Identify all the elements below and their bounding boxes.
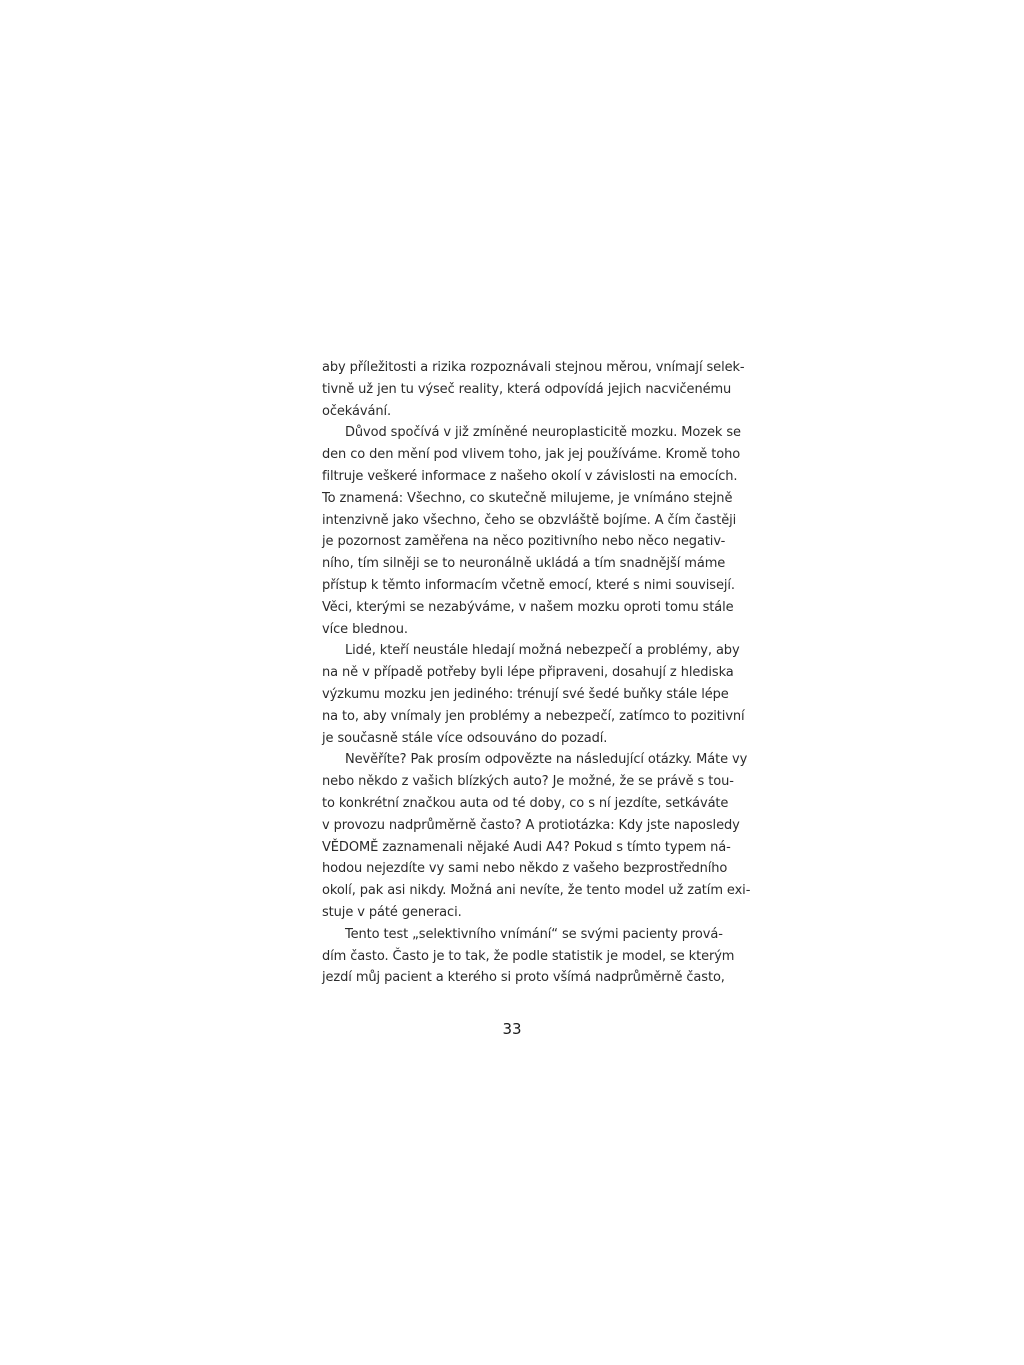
text-line: aby příležitosti a rizika rozpoznávali stejnou měrou, vnímají selek- xyxy=(322,360,745,375)
paragraph xyxy=(322,749,751,923)
paragraph xyxy=(322,422,741,640)
paragraph xyxy=(322,640,745,749)
text-line: dím často. Často je to tak, že podle statistik je model, se kterým xyxy=(322,948,735,964)
text-line: intenzivně jako všechno, čeho se obzvláště bojíme. A čím častěji xyxy=(322,512,737,528)
text-line: v provozu nadprůměrně často? A protiotázka: Kdy jste naposledy xyxy=(322,817,740,833)
text-line: filtruje veškeré informace z našeho okolí v závislosti na emocích. xyxy=(322,468,738,484)
paragraph xyxy=(322,357,745,422)
text-line: stuje v páté generaci. xyxy=(322,904,462,920)
text-line: výzkumu mozku jen jediného: trénují své šedé buňky stále lépe xyxy=(322,686,729,702)
text-line: nebo někdo z vašich blízkých auto? Je možné, že se právě s tou- xyxy=(322,774,734,790)
text-line: tivně už jen tu výseč reality, která odpovídá jejich nacvičenému xyxy=(322,381,732,397)
text-line: to konkrétní značkou auta od té doby, co s ní jezdíte, setkáváte xyxy=(322,795,729,811)
text-line: očekávání. xyxy=(322,403,392,419)
text-line: Věci, kterými se nezabýváme, v našem mozku oproti tomu stále xyxy=(322,599,734,615)
text-line: Lidé, kteří neustále hledají možná nebezpečí a problémy, aby xyxy=(345,643,740,659)
text-line: přístup k těmto informacím včetně emocí, které s nimi souvisejí. xyxy=(322,577,735,593)
text-line: více blednou. xyxy=(322,621,408,637)
text-line: na ně v případě potřeby byli lépe připraveni, dosahují z hlediska xyxy=(322,665,734,681)
page-number: 33 xyxy=(502,1020,522,1038)
text-line: hodou nejezdíte vy sami nebo někdo z vašeho bezprostředního xyxy=(322,861,728,877)
text-line: VĚDOMĚ zaznamenali nějaké Audi A4? Pokud s tímto typem ná- xyxy=(322,839,731,855)
text-line: ního, tím silněji se to neuronálně ukládá a tím snadnější máme xyxy=(322,556,726,572)
text-line: Nevěříte? Pak prosím odpovězte na následující otázky. Máte vy xyxy=(345,752,748,768)
text-line: Důvod spočívá v již zmíněné neuroplasticitě mozku. Mozek se xyxy=(345,425,741,441)
text-line: je současně stále více odsouváno do pozadí. xyxy=(322,730,608,746)
text-line: den co den mění pod vlivem toho, jak jej používáme. Kromě toho xyxy=(322,447,741,463)
text-line: jezdí můj pacient a kterého si proto všímá nadprůměrně často, xyxy=(322,970,725,986)
body-text xyxy=(322,357,751,989)
text-line: To znamená: Všechno, co skutečně milujeme, je vnímáno stejně xyxy=(322,490,733,506)
text-line: okolí, pak asi nikdy. Možná ani nevíte, že tento model už zatím exi- xyxy=(322,883,751,899)
text-line: je pozornost zaměřena na něco pozitivního nebo něco negativ- xyxy=(322,534,726,550)
text-line: na to, aby vnímaly jen problémy a nebezpečí, zatímco to pozitivní xyxy=(322,708,745,724)
paragraph xyxy=(322,924,735,989)
text-line: Tento test „selektivního vnímání“ se svými pacienty prová- xyxy=(345,926,723,942)
